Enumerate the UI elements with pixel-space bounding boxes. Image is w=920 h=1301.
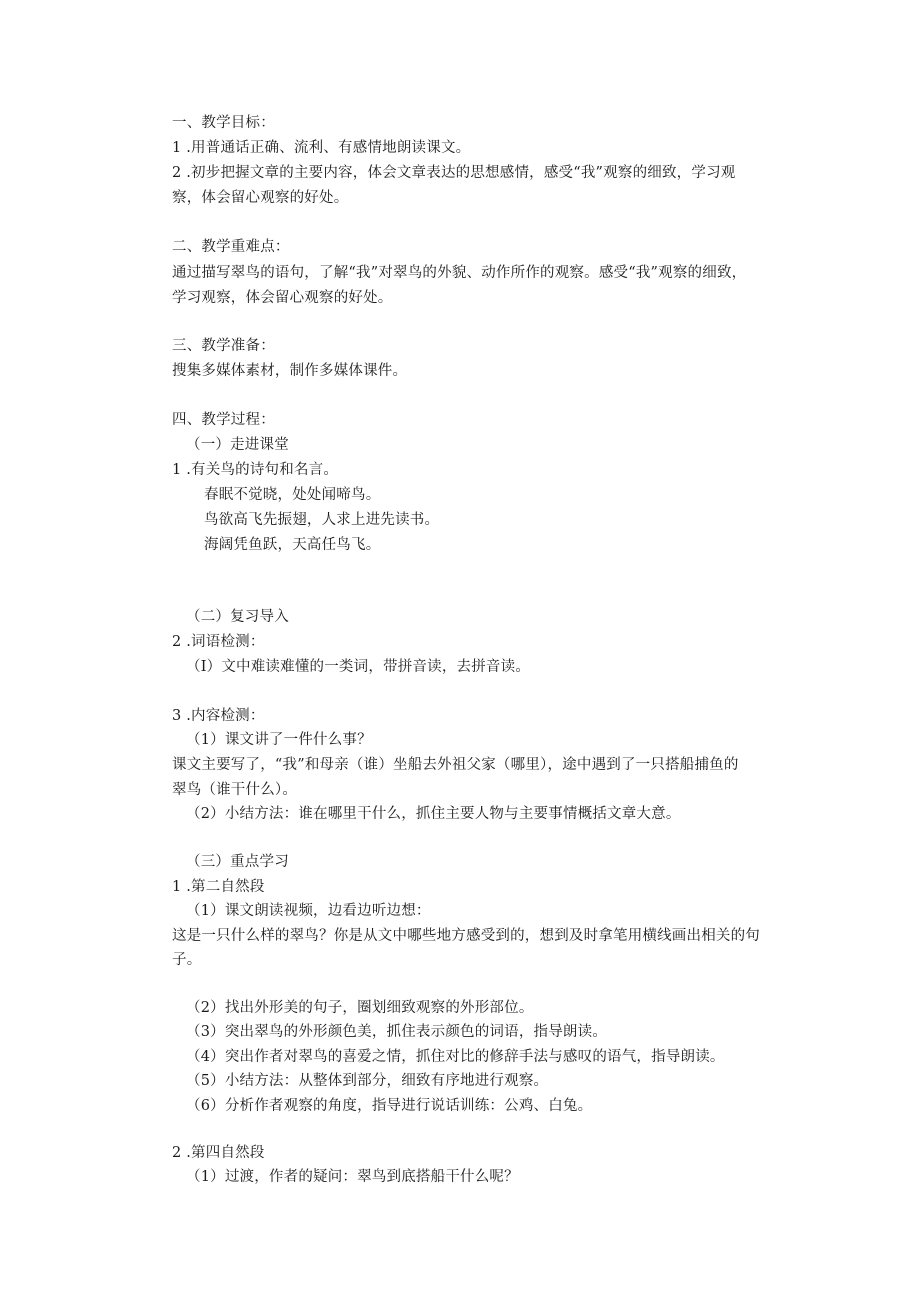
section-2-title: （二）复习导入 bbox=[186, 609, 289, 625]
section-1-title: （一）走进课堂 bbox=[186, 437, 289, 453]
paragraph-2-step-5: （5）小结方法：从整体到部分，细致有序地进行观察。 bbox=[186, 1073, 549, 1089]
preparation-text: 搜集多媒体素材，制作多媒体课件。 bbox=[172, 363, 408, 379]
paragraph-2-step-2: （2）找出外形美的句子，圈划细致观察的外形部位。 bbox=[186, 1000, 534, 1016]
paragraph-2-step-6: （6）分析作者观察的角度，指导进行说话训练：公鸡、白兔。 bbox=[186, 1098, 593, 1114]
objective-2-line2: 察，体会留心观察的好处。 bbox=[172, 190, 349, 206]
paragraph-2-question-line2: 子。 bbox=[172, 952, 202, 968]
paragraph-2-step-3: （3）突出翠鸟的外形颜色美，抓住表示颜色的词语，指导朗读。 bbox=[186, 1024, 608, 1040]
paragraph-2-question-line1: 这是一只什么样的翠鸟？你是从文中哪些地方感受到的，想到及时拿笔用横线画出相关的句 bbox=[172, 928, 760, 944]
heading-objectives: 一、教学目标： bbox=[172, 115, 275, 131]
item-1-poems: 1 .有关鸟的诗句和名言。 bbox=[172, 462, 339, 478]
paragraph-4-step-1: （1）过渡，作者的疑问：翠鸟到底搭船干什么呢？ bbox=[186, 1169, 519, 1185]
item-3-content-check: 3 .内容检测： bbox=[172, 708, 265, 724]
key-points-line1: 通过描写翠鸟的语句，了解“我”对翠鸟的外貌、动作所作的观察。感受“我”观察的细致， bbox=[172, 265, 747, 281]
objective-1: 1 .用普通话正确、流利、有感情地朗读课文。 bbox=[172, 140, 471, 156]
item-2-vocab-check: 2 .词语检测： bbox=[172, 634, 265, 650]
paragraph-2-step-4: （4）突出作者对翠鸟的喜爱之情，抓住对比的修辞手法与感叹的语气，指导朗读。 bbox=[186, 1049, 725, 1065]
content-summary: （2）小结方法：谁在哪里干什么，抓住主要人物与主要事情概括文章大意。 bbox=[186, 806, 681, 822]
item-paragraph-2: 1 .第二自然段 bbox=[172, 879, 265, 895]
section-3-title: （三）重点学习 bbox=[186, 854, 289, 870]
vocab-check-detail: （I）文中难读难懂的一类词，带拼音读，去拼音读。 bbox=[186, 659, 531, 675]
content-answer-line1: 课文主要写了，“我”和母亲（谁）坐船去外祖父家（哪里），途中遇到了一只搭船捕鱼的 bbox=[172, 757, 739, 773]
heading-process: 四、教学过程： bbox=[172, 412, 275, 428]
content-question-1: （1）课文讲了一件什么事？ bbox=[186, 732, 372, 748]
item-paragraph-4: 2 .第四自然段 bbox=[172, 1145, 265, 1161]
heading-preparation: 三、教学准备： bbox=[172, 338, 275, 354]
poem-line-3: 海阔凭鱼跃，天高任鸟飞。 bbox=[204, 537, 381, 553]
paragraph-2-step-1: （1）课文朗读视频，边看边听边想： bbox=[186, 903, 431, 919]
poem-line-2: 鸟欲高飞先振翅，人求上进先读书。 bbox=[204, 512, 440, 528]
content-answer-line2: 翠鸟（谁干什么）。 bbox=[172, 782, 298, 798]
heading-key-points: 二、教学重难点： bbox=[172, 239, 290, 255]
objective-2-line1: 2 .初步把握文章的主要内容，体会文章表达的思想感情，感受“我”观察的细致，学习观 bbox=[172, 165, 736, 181]
key-points-line2: 学习观察，体会留心观察的好处。 bbox=[172, 290, 393, 306]
poem-line-1: 春眠不觉晓，处处闻啼鸟。 bbox=[204, 487, 381, 503]
